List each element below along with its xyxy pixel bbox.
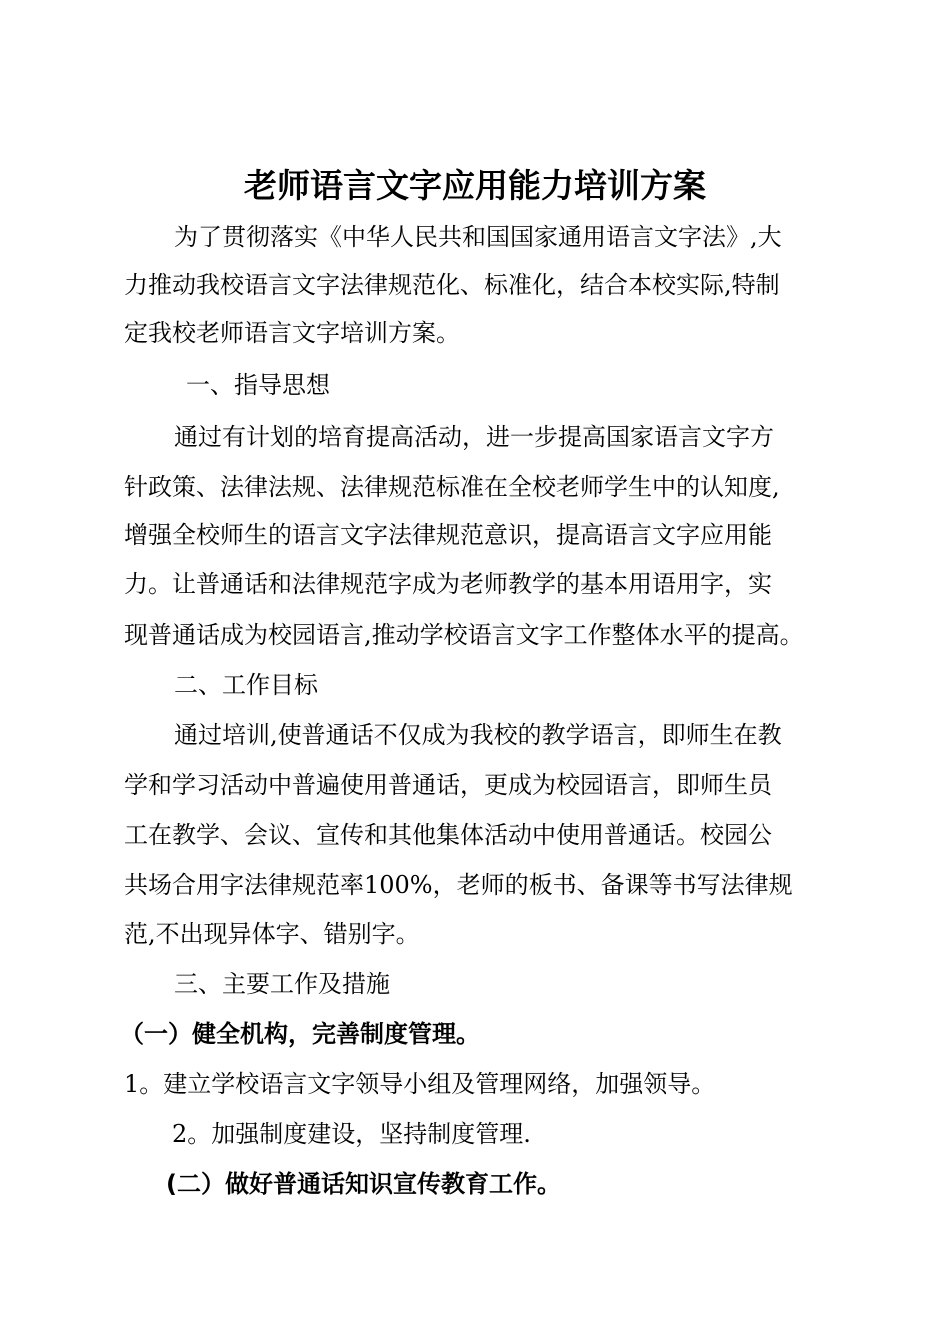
section-heading-guiding-thought: 一、指导思想 bbox=[186, 371, 330, 399]
paragraph-goals-line-4: 共场合用字法律规范率100%，老师的板书、备课等书写法律规 bbox=[124, 871, 793, 899]
section-heading-work-goals: 二、工作目标 bbox=[174, 671, 318, 699]
subsection-heading-organization: （一）健全机构，完善制度管理。 bbox=[120, 1020, 480, 1048]
paragraph-guiding-line-1: 通过有计划的培育提高活动，进一步提高国家语言文字方 bbox=[174, 423, 774, 451]
section-heading-main-work: 三、主要工作及措施 bbox=[174, 970, 390, 998]
paragraph-intro-line-2: 力推动我校语言文字法律规范化、标准化，结合本校实际,特制 bbox=[124, 271, 780, 299]
paragraph-goals-line-3: 工在教学、会议、宣传和其他集体活动中使用普通话。校园公 bbox=[124, 821, 772, 849]
paragraph-goals-line-5: 范,不出现异体字、错别字。 bbox=[124, 920, 420, 948]
list-item-2: 2。加强制度建设，坚持制度管理. bbox=[172, 1120, 531, 1148]
paragraph-intro-line-1: 为了贯彻落实《中华人民共和国国家通用语言文字法》,大 bbox=[174, 223, 782, 251]
paragraph-guiding-line-2: 针政策、法律法规、法律规范标准在全校老师学生中的认知度, bbox=[124, 473, 780, 501]
paragraph-goals-line-2: 学和学习活动中普遍使用普通话，更成为校园语言，即师生员 bbox=[124, 771, 772, 799]
paragraph-guiding-line-4: 力。让普通话和法律规范字成为老师教学的基本用语用字，实 bbox=[124, 570, 772, 598]
paragraph-guiding-line-5: 现普通话成为校园语言,推动学校语言文字工作整体水平的提高。 bbox=[124, 621, 804, 649]
subsection-heading-publicity: (二）做好普通话知识宣传教育工作。 bbox=[166, 1170, 561, 1198]
paragraph-goals-line-1: 通过培训,使普通话不仅成为我校的教学语言，即师生在教 bbox=[174, 721, 782, 749]
paragraph-intro-line-3: 定我校老师语言文字培训方案。 bbox=[124, 319, 460, 347]
paragraph-guiding-line-3: 增强全校师生的语言文字法律规范意识，提高语言文字应用能 bbox=[124, 521, 772, 549]
list-item-1: 1。建立学校语言文字领导小组及管理网络，加强领导。 bbox=[124, 1070, 716, 1098]
document-title: 老师语言文字应用能力培训方案 bbox=[244, 166, 706, 205]
